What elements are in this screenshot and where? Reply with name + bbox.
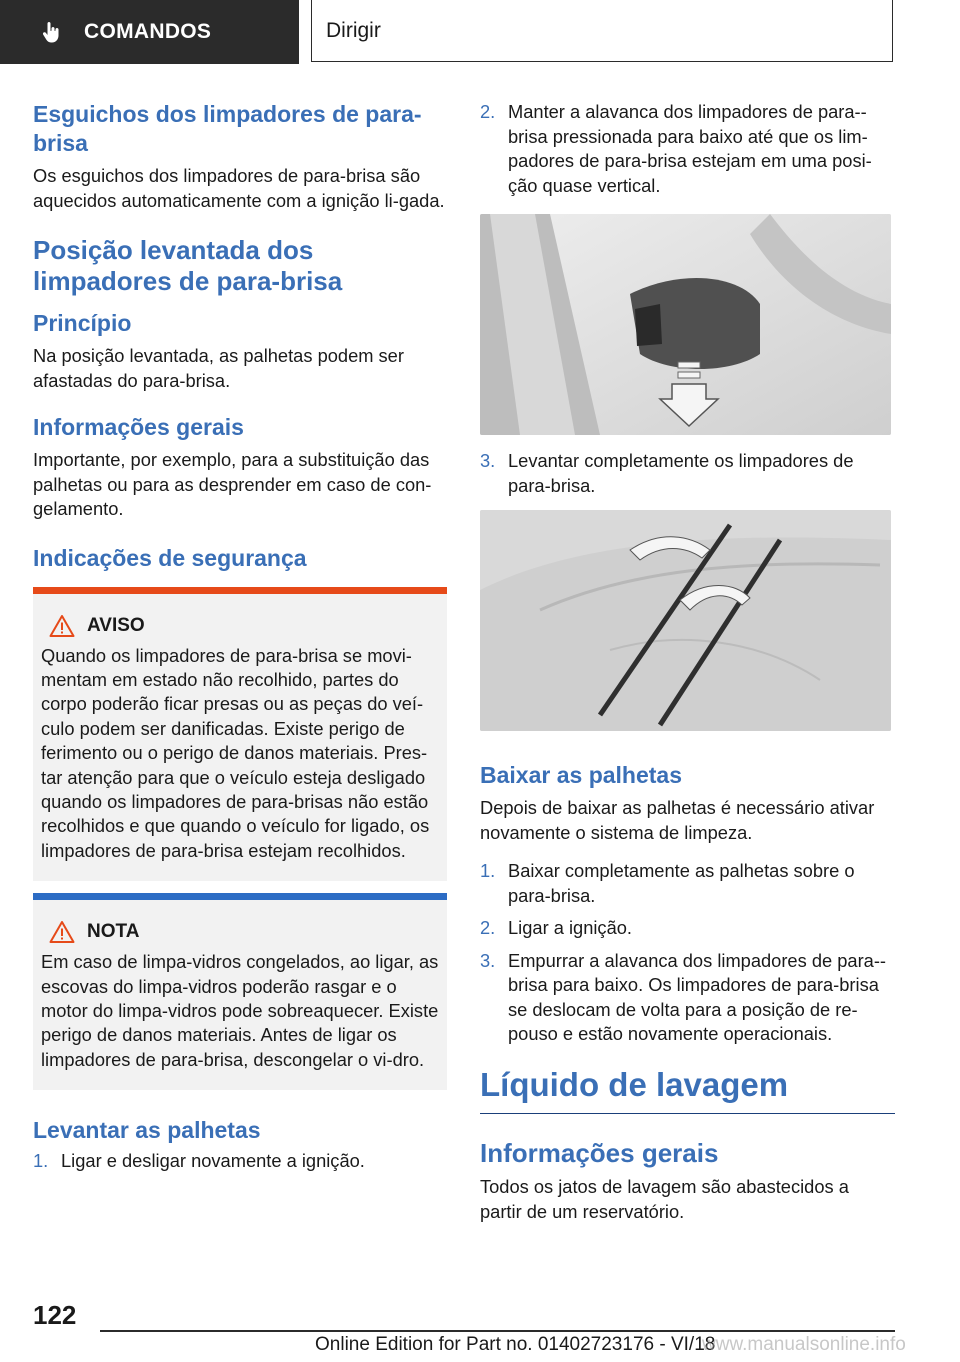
hand-pointer-icon — [40, 20, 64, 44]
section-header — [311, 0, 893, 62]
section-general-info-2 — [480, 1138, 895, 1224]
step-text: Baixar completamente as palhetas sobre o para-brisa. — [508, 860, 855, 906]
step-text: Ligar e desligar novamente a ignição. — [61, 1150, 365, 1172]
step-list — [480, 859, 895, 1047]
raised-wipers-illustration — [480, 510, 891, 731]
step-number: 1. — [480, 860, 496, 881]
section-title: Informações gerais — [480, 1138, 719, 1168]
page-number: 122 — [33, 1300, 77, 1330]
step-text: Empurrar a alavanca dos limpadores de para--brisa para baixo. Os limpadores de para-brisa se deslocam de volta para a posição de re-pouso e estão novamente operacionais. — [508, 949, 886, 1044]
step-number: 2. — [480, 101, 496, 122]
step-list — [33, 1149, 447, 1174]
warning-box — [33, 587, 447, 882]
section-safety — [33, 544, 447, 573]
left-column — [33, 100, 447, 1190]
section-title: Posição levantada dos limpadores de para-brisa — [33, 235, 343, 296]
section-title: Baixar as palhetas — [480, 762, 683, 788]
section-text: Todos os jatos de lavagem são abastecidos a partir de um reservatório. — [480, 1176, 849, 1222]
section-washer-jets — [33, 100, 447, 213]
section-raised-position — [33, 235, 447, 297]
divider — [480, 1113, 895, 1115]
footer-divider — [100, 1330, 895, 1332]
list-item — [480, 449, 895, 498]
figure-raised-wipers — [480, 510, 891, 731]
section-text: Na posição levantada, as palhetas podem ser afastadas do para-brisa. — [33, 345, 404, 391]
section-raise-blades — [33, 1116, 447, 1174]
section-washer-fluid — [480, 1065, 895, 1115]
list-item — [33, 1149, 447, 1174]
section-title: Princípio — [33, 310, 132, 336]
note-header — [49, 920, 439, 944]
warning-triangle-icon — [49, 920, 75, 944]
step-list — [480, 449, 895, 498]
right-column — [480, 100, 895, 1240]
section-general-info — [33, 413, 447, 522]
note-title: NOTA — [87, 921, 140, 943]
section-lower-blades — [480, 761, 895, 1047]
chapter-title: Líquido de lavagem — [480, 1065, 789, 1103]
section-text: Depois de baixar as palhetas é necessário ativar novamente o sistema de limpeza. — [480, 797, 875, 843]
chapter-tab[interactable] — [0, 0, 299, 64]
section-title: Levantar as palhetas — [33, 1117, 261, 1144]
step-text: Levantar completamente os limpadores de para-brisa. — [508, 450, 854, 496]
section-label: Dirigir — [326, 18, 381, 42]
figure-wiper-lever — [480, 214, 891, 435]
note-text: Em caso de limpa-vidros congelados, ao ligar, as escovas do limpa-vidros poderão rasgar e o motor do limpa-vidros pode sobreaquecer. Existe perigo de danos materiais. Antes de ligar os limpadores de para-brisa, descongelar o vi-dro. — [41, 951, 439, 1070]
wiper-lever-illustration — [480, 214, 891, 435]
section-title: Indicações de segurança — [33, 544, 307, 571]
section-text: Os esguichos dos limpadores de para-brisa são aquecidos automaticamente com a ignição li-gada. — [33, 165, 445, 211]
list-item — [480, 949, 895, 1047]
step-list — [480, 100, 895, 198]
chapter-label: COMANDOS — [84, 20, 212, 43]
section-text: Importante, por exemplo, para a substituição das palhetas ou para as desprender em caso de con-gelamento. — [33, 449, 432, 519]
section-title: Informações gerais — [33, 414, 244, 440]
section-principle — [33, 309, 447, 393]
note-box — [33, 893, 447, 1090]
list-item — [480, 859, 895, 908]
warning-triangle-icon — [49, 614, 75, 638]
step-number: 1. — [33, 1150, 49, 1172]
list-item — [480, 100, 895, 198]
warning-text: Quando os limpadores de para-brisa se movi-mentam em estado não recolhido, partes do corpo poderão ficar presas ou as peças do veí-culo podem ser danificadas. Existe perigo de ferimento ou o perigo de danos materiais. Pres-tar atenção para que o veículo esteja desligado quando os limpadores de para-brisas não estão recolhidos e que quando o veículo for ligado, os limpadores de para-brisa estejam recolhidos. — [41, 644, 430, 861]
step-number: 3. — [480, 949, 496, 971]
step-number: 3. — [480, 450, 496, 471]
warning-title: AVISO — [87, 614, 145, 636]
list-item — [480, 916, 895, 941]
edition-text: Online Edition for Part no. 01402723176 - VI/18 — [315, 1334, 716, 1355]
step-text: Manter a alavanca dos limpadores de para--brisa pressionada para baixo até que os lim-padores de para-brisa estejam em uma posi-ção quase vertical. — [508, 101, 872, 196]
watermark: www.manualsonline.info — [702, 1334, 906, 1355]
step-number: 2. — [480, 917, 496, 938]
warning-header — [49, 614, 439, 638]
step-text: Ligar a ignição. — [508, 917, 632, 938]
section-title: Esguichos dos limpadores de para-brisa — [33, 101, 422, 156]
